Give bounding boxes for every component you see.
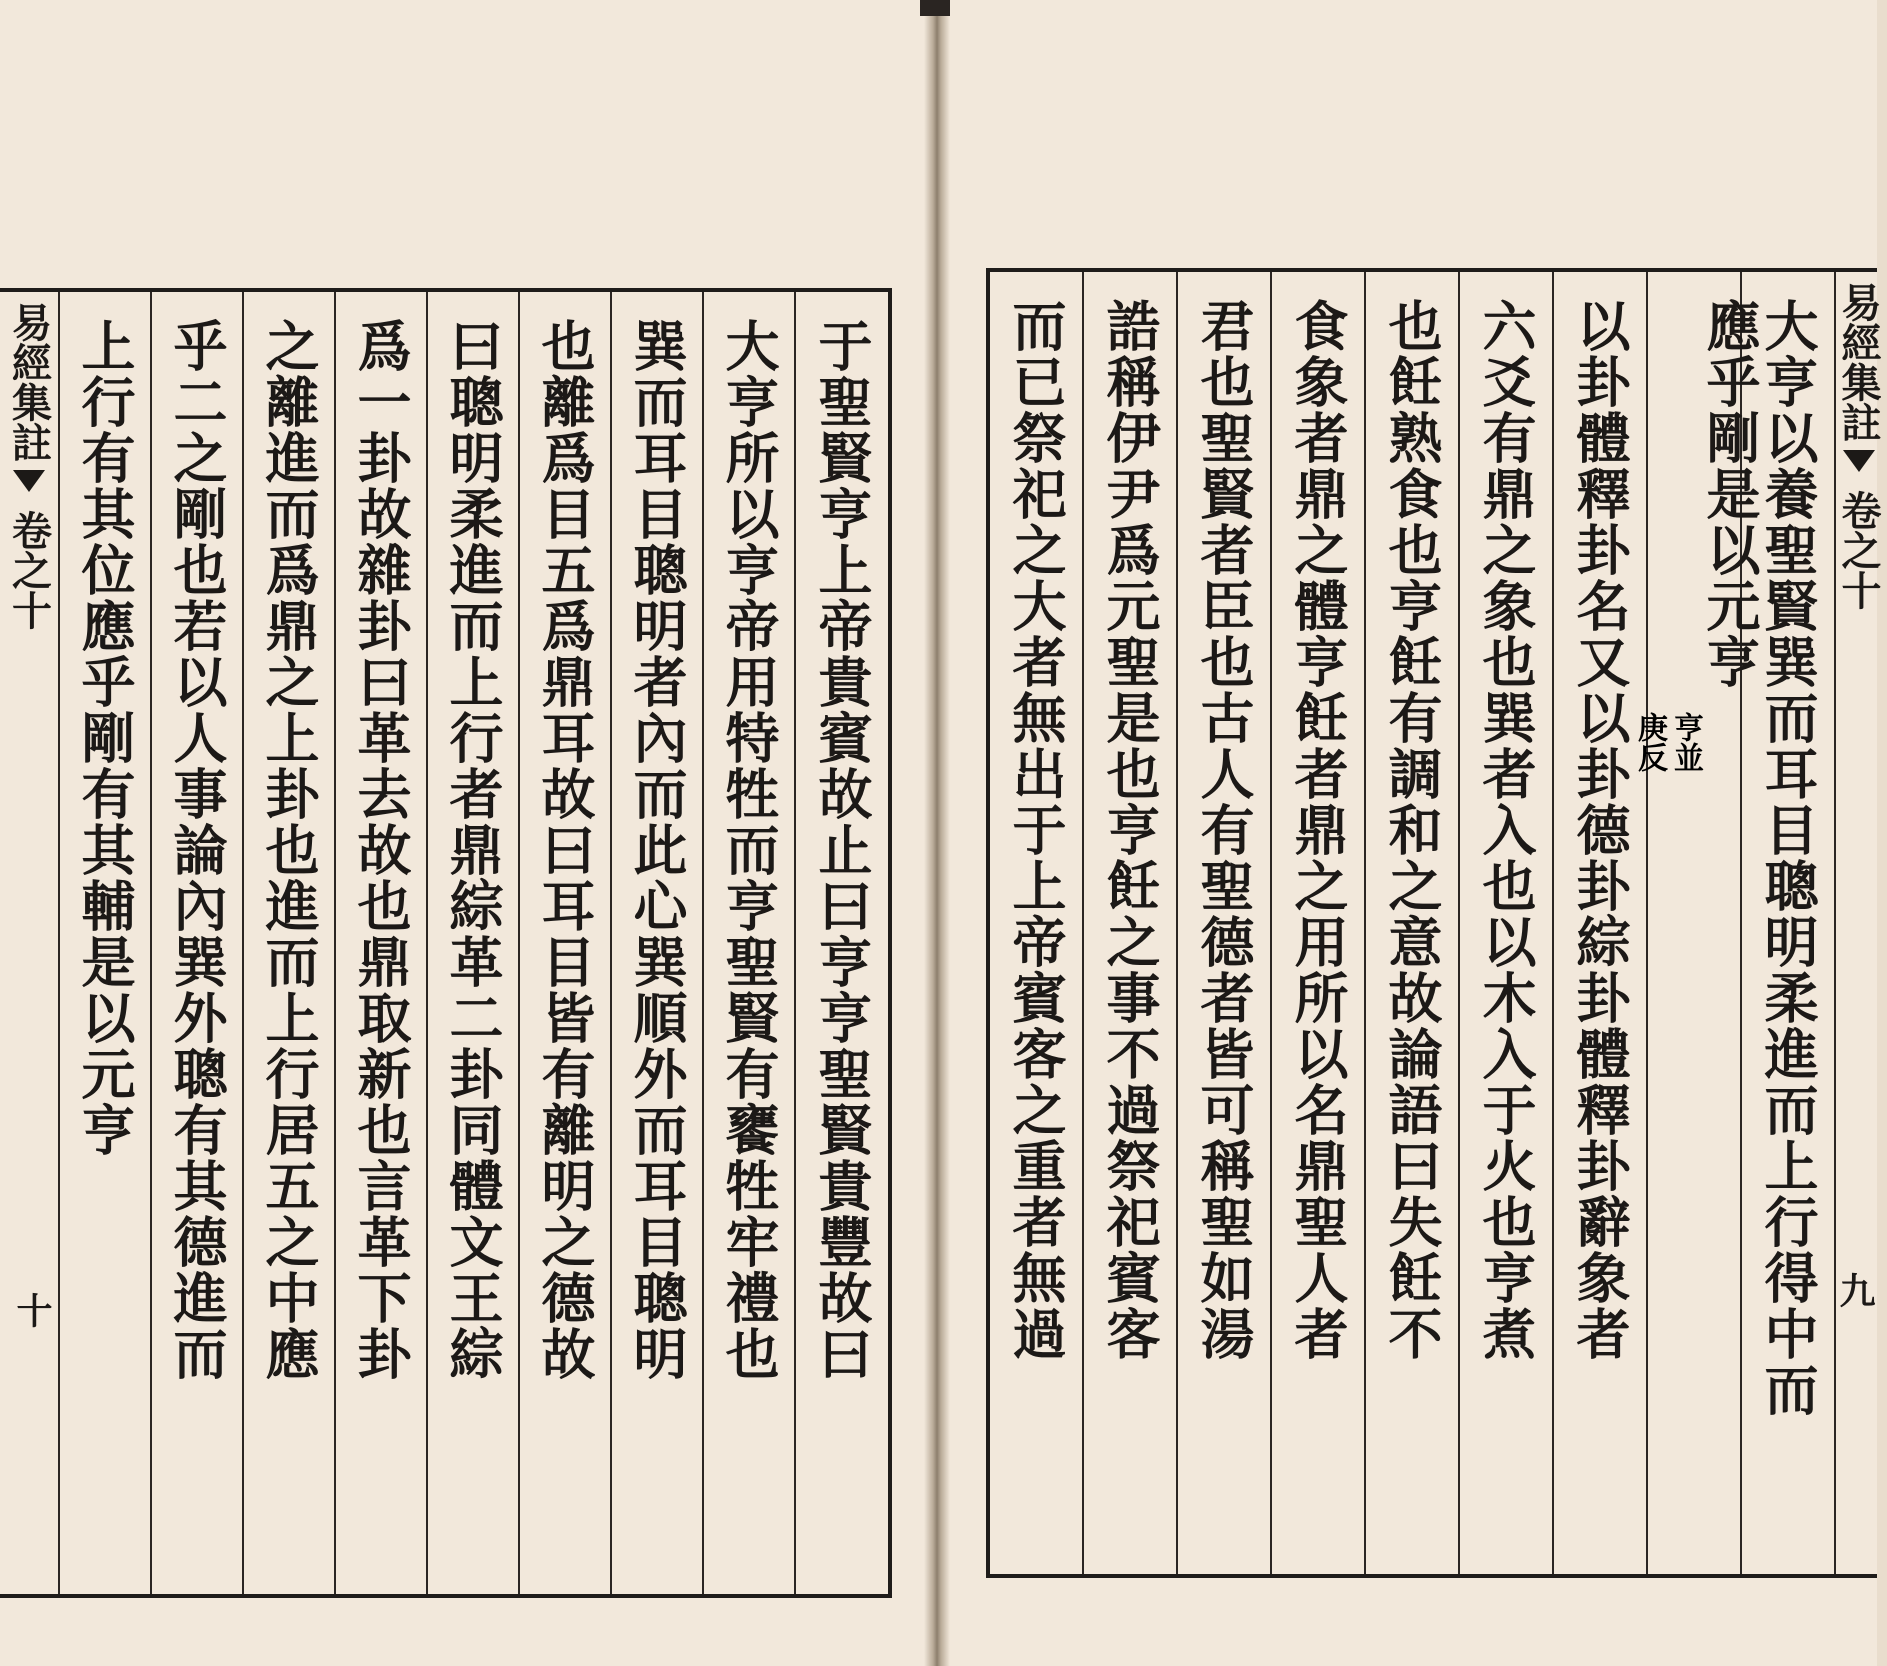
right-column-6 xyxy=(1272,272,1366,1574)
right-column-text: 誥稱伊尹爲元聖是也亨飪之事不過祭祀賓客 xyxy=(1098,298,1162,1362)
annotation-line: 亨並 xyxy=(1668,712,1703,772)
left-page-number: 十 xyxy=(11,1292,53,1328)
left-page-frame xyxy=(0,288,892,1598)
right-page-number: 九 xyxy=(1834,1272,1876,1308)
left-column-4 xyxy=(520,292,612,1594)
right-column-2 xyxy=(1632,272,1762,1574)
left-column-6 xyxy=(336,292,428,1594)
left-column-text: 乎二之剛也若以人事論內巽外聰有其德進而 xyxy=(165,318,229,1382)
left-column-7 xyxy=(244,292,336,1594)
left-column-text: 上行有其位應乎剛有其輔是以元亨 xyxy=(73,318,137,1158)
right-fish-tail-icon xyxy=(1843,450,1875,472)
left-column-text: 爲一卦故雜卦曰革去故也鼎取新也言革下卦 xyxy=(349,318,413,1382)
left-column-1 xyxy=(796,292,888,1594)
left-column-text: 于聖賢亨上帝貴賓故止曰亨亨聖賢貴豐故曰 xyxy=(810,318,874,1382)
left-column-text: 曰聰明柔進而上行者鼎綜革二卦同體文王綜 xyxy=(441,318,505,1382)
right-column-1 xyxy=(1742,272,1836,1574)
right-banxin xyxy=(1836,272,1881,1574)
left-banxin xyxy=(0,292,60,1594)
right-column-text: 也飪熟食也亨飪有調和之意故論語曰失飪不 xyxy=(1380,298,1444,1362)
left-column-8 xyxy=(152,292,244,1594)
right-column-8 xyxy=(1084,272,1178,1574)
left-column-3 xyxy=(612,292,704,1594)
right-column-text: 以卦體釋卦名又以卦德卦綜卦體釋卦辭象者 xyxy=(1568,298,1632,1362)
left-column-text: 巽而耳目聰明者內而此心巽順外而耳目聰明 xyxy=(625,318,689,1382)
right-column-text: 君也聖賢者臣也古人有聖德者皆可稱聖如湯 xyxy=(1192,298,1256,1362)
left-column-9 xyxy=(60,292,152,1594)
right-column-text: 食象者鼎之體亨飪者鼎之用所以名鼎聖人者 xyxy=(1286,298,1350,1362)
right-column-text: 六爻有鼎之象也巽者入也以木入于火也亨煮 xyxy=(1474,298,1538,1362)
right-column-7 xyxy=(1178,272,1272,1574)
right-column-text: 而已祭祀之大者無出于上帝賓客之重者無過 xyxy=(1004,298,1068,1362)
left-column-text: 大亨所以亨帝用特牲而亨聖賢有饔牲牢禮也 xyxy=(717,318,781,1382)
book-gutter xyxy=(924,0,950,1666)
right-banxin-volume: 卷之十 xyxy=(1835,490,1882,610)
right-column-9 xyxy=(990,272,1084,1574)
left-fish-tail-icon xyxy=(13,470,45,492)
right-column-5 xyxy=(1366,272,1460,1574)
left-column-2 xyxy=(704,292,796,1594)
right-banxin-title: 易經集註 xyxy=(1835,282,1882,442)
left-banxin-volume: 卷之十 xyxy=(5,510,53,630)
left-column-text: 之離進而爲鼎之上卦也進而上行居五之中應 xyxy=(257,318,321,1382)
gutter-binding-mark xyxy=(920,0,950,16)
annotation-line: 庚反 xyxy=(1632,712,1667,772)
right-column-text: 應乎剛是以元亨 xyxy=(1698,298,1762,690)
left-column-text: 也離爲目五爲鼎耳故曰耳目皆有離明之德故 xyxy=(533,318,597,1382)
inline-annotation xyxy=(1631,712,1703,772)
left-banxin-title: 易經集註 xyxy=(5,302,53,462)
left-column-5 xyxy=(428,292,520,1594)
right-page-frame xyxy=(986,268,1882,1578)
right-column-4 xyxy=(1460,272,1554,1574)
right-column-text: 大亨以養聖賢巽而耳目聰明柔進而上行得中而 xyxy=(1756,298,1820,1418)
